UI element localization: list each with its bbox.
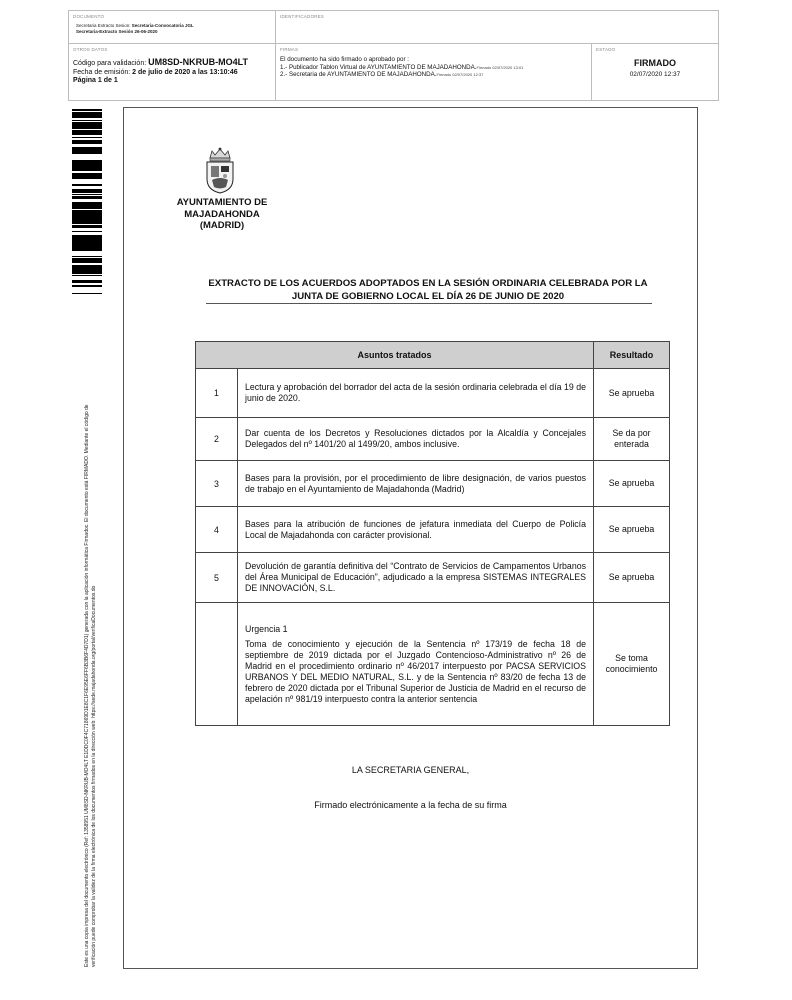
document-type-value: Secretaria-Convocatoria JGL — [131, 23, 194, 28]
council-line-2: MAJADAHONDA — [184, 208, 260, 220]
identifiers-cell — [276, 11, 718, 44]
item-result: Se toma conocimiento — [594, 603, 670, 726]
title-underline — [206, 303, 652, 304]
signature-2-date: Firmado 02/07/2020 12:37 — [436, 72, 484, 77]
item-subject: Lectura y aprobación del borrador del acta de la sesión ordinaria celebrada el día 19 de junio de 2020. — [238, 369, 594, 418]
council-line-1: AYUNTAMIENTO DE — [176, 197, 268, 208]
item-result: Se aprueba — [594, 369, 670, 418]
document-type: Secretaria Extracto Sesion: — [76, 23, 132, 28]
document-cell — [69, 11, 276, 44]
item-number: 2 — [196, 418, 238, 461]
page-info: Página 1 de 1 — [73, 77, 118, 84]
item-number: 5 — [196, 553, 238, 603]
secretary-signature: LA SECRETARIA GENERAL, — [351, 765, 470, 775]
item-result: Se aprueba — [594, 461, 670, 507]
item-result: Se da por enterada — [594, 418, 670, 461]
urgency-label: Urgencia 1 — [245, 623, 288, 634]
validation-code[interactable]: UM8SD-NKRUB-MO4LT — [148, 57, 248, 67]
council-name — [152, 197, 292, 232]
document-name: Secretaria-Extracto Sesión 26-06-2020 — [76, 29, 158, 34]
signatures-intro: El documento ha sido firmado o aprobado por : — [280, 56, 409, 63]
table-row — [196, 553, 670, 603]
signatures-label: FIRMAS — [280, 47, 299, 52]
item-number: 3 — [196, 461, 238, 507]
table-header-row — [196, 342, 670, 369]
item-subject: Devolución de garantía definitiva del “Contrato de Servicios de Campamentos Urbanos del Área Municipal de Educación”, adjudicado a la empresa SISTEMAS INTEGRALES DE INNOVACIÓN, S.L. — [238, 553, 594, 603]
coat-of-arms-icon — [202, 146, 238, 194]
column-header-subjects: Asuntos tratados — [196, 342, 594, 369]
signature-1: 1.- Publicador Tablon Virtual de AYUNTAMIENTO DE MAJADAHONDA. — [280, 63, 477, 71]
table-row — [196, 603, 670, 726]
table-row — [196, 507, 670, 553]
item-result: Se aprueba — [594, 553, 670, 603]
title-line-1: EXTRACTO DE LOS ACUERDOS ADOPTADOS EN LA SESIÓN ORDINARIA CELEBRADA POR LA — [208, 278, 648, 289]
table-row — [196, 461, 670, 507]
issue-date: 2 de julio de 2020 a las 13:10:46 — [132, 68, 238, 76]
electronic-signature-note: Firmado electrónicamente a la fecha de su firma — [314, 800, 507, 810]
document-label: DOCUMENTO — [73, 14, 105, 19]
table-row — [196, 418, 670, 461]
other-data-cell — [69, 44, 276, 100]
signature-2: 2.- Secretaria de AYUNTAMIENTO DE MAJADAHONDA. — [280, 71, 437, 78]
item-subject: Dar cuenta de los Decretos y Resoluciones dictados por la Alcaldía y Concejales Delegados del nº 1401/20 al 1499/20, ambos inclusive. — [238, 418, 594, 461]
agreements-table — [195, 341, 670, 726]
state-value: FIRMADO — [634, 58, 676, 68]
validation-code-label: Código para validación: — [73, 60, 149, 67]
side-note-line-1: Este es una copia impresa del documento electrónico (Ref: 1358951 UM8SD-NKRUB-MO4LT E1DDC0F4C71869D1E8C1F6E95E6FF6B3B6F4D7D1) generada con la aplicación informática Firmadoc. El documento está FIRMADO. Mediante el código de — [84, 404, 90, 967]
signatures-cell — [276, 44, 592, 100]
signature-1-date: Firmado 02/07/2020 13:01 — [476, 64, 524, 70]
item-number — [196, 603, 238, 726]
other-data-label: OTROS DATOS — [73, 47, 108, 52]
item-result: Se aprueba — [594, 507, 670, 553]
document-metadata-box — [68, 10, 719, 101]
column-header-result: Resultado — [594, 342, 670, 369]
document-title — [198, 277, 658, 303]
item-subject: Toma de conocimiento y ejecución de la Sentencia nº 173/19 de fecha 18 de septiembre de 2019 dictada por el Juzgado Contencioso-Administrativo nº 26 de Madrid en el procedimiento ordinario nº 46/2017 interpuesto por PACSA SERVICIOS URBANOS Y DEL MEDIO NATURAL, S.L. y de la Sentencia nº 83/20 de fecha 13 de febrero de 2020 dictada por el Tribunal Superior de Justicia de Madrid en el recurso de apelación nº 981/19 interpuesto contra la anterior sentencia — [245, 638, 587, 704]
title-line-2: JUNTA DE GOBIERNO LOCAL EL DÍA 26 DE JUNIO DE 2020 — [291, 291, 565, 302]
side-note-line-2: verificación puede comprobar la validez de la firma electrónica de los documentos firmados en la dirección web: https://sede.majadahonda.org/portal/verificaDocumentos.do — [90, 585, 97, 967]
item-subject: Bases para la atribución de funciones de jefatura inmediata del Cuerpo de Policía Local de Majadahonda con carácter provisional. — [238, 507, 594, 553]
issue-date-label: Fecha de emisión: — [73, 68, 133, 76]
state-label: ESTADO — [596, 47, 616, 52]
council-line-3: (MADRID) — [199, 220, 245, 231]
item-number: 4 — [196, 507, 238, 553]
identifiers-label: IDENTIFICADORES — [280, 14, 325, 19]
item-subject-urgent — [238, 603, 594, 726]
verification-side-note — [84, 297, 97, 967]
item-subject: Bases para la provisión, por el procedimiento de libre designación, de varios puestos de trabajo en el Ayuntamiento de Majadahonda (Madrid) — [238, 461, 594, 507]
item-number: 1 — [196, 369, 238, 418]
table-row — [196, 369, 670, 418]
state-cell — [592, 44, 718, 100]
state-date: 02/07/2020 12:37 — [629, 71, 681, 78]
barcode-image — [72, 108, 102, 294]
